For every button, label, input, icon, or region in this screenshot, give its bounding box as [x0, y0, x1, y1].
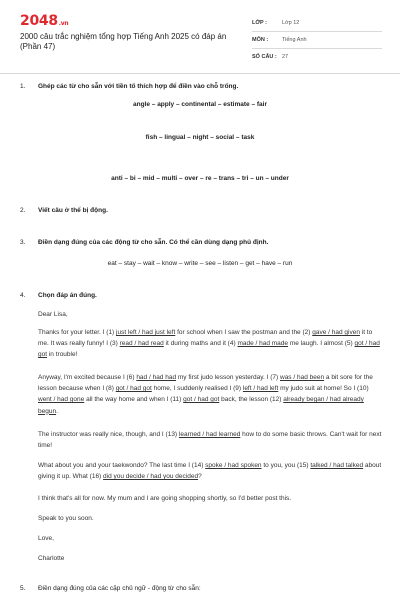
meta-label: SỐ CÂU :: [252, 54, 277, 60]
answer-option[interactable]: talked / had talked: [310, 462, 364, 469]
meta-table: [252, 15, 382, 65]
answer-option[interactable]: got / had got: [115, 385, 152, 393]
letter-paragraph-4: [38, 460, 383, 482]
question-text: Ghép các từ cho sẵn với tiền tố thích hợp để điền vào chỗ trống.: [38, 83, 239, 90]
word-bank-2: fish – lingual – night – social – task: [145, 134, 255, 141]
question-text: Điền dạng đúng của các cặp chủ ngữ - động từ cho sẵn:: [38, 585, 201, 592]
letter-text: it to me. It was really funny! I (3): [38, 329, 373, 348]
letter-text: my judo suit at home! So I (10): [278, 385, 369, 393]
logo-suffix: .vn: [58, 20, 69, 27]
letter-text: back, the lesson (12): [219, 396, 284, 404]
meta-value: Lớp 12: [282, 20, 300, 26]
question-number: 3.: [20, 239, 26, 246]
letter-sign-off: Love,: [38, 535, 54, 542]
word-bank-3: anti – bi – mid – multi – over – re – trans – tri – un – under: [111, 175, 289, 182]
answer-option[interactable]: just left / had just left: [116, 329, 176, 336]
letter-signature: Charlotte: [38, 555, 65, 562]
letter-text: a bit sore for the lesson because when I (8): [38, 374, 373, 393]
meta-label: LỚP :: [252, 20, 267, 26]
header-divider: [0, 73, 400, 74]
meta-row-subject: [252, 32, 382, 49]
question-number: 4.: [20, 292, 26, 299]
question-number: 1.: [20, 83, 26, 90]
verb-bank: eat – stay – wait – know – write – see – listen – get – have – run: [107, 260, 293, 267]
letter-text: Thanks for your letter. I (1): [38, 329, 117, 336]
letter-paragraph-3: [38, 429, 383, 451]
question-number: 5.: [20, 585, 26, 592]
site-logo[interactable]: [20, 13, 68, 29]
answer-option[interactable]: got / had got: [183, 396, 220, 404]
letter-paragraph-6: Speak to you soon.: [38, 515, 94, 522]
letter-text: to you, you (15): [261, 462, 311, 469]
answer-option[interactable]: left / had left: [242, 385, 279, 393]
letter-text: .: [56, 407, 58, 415]
answer-option[interactable]: did you decide / had you decided: [103, 473, 199, 481]
word-bank-1: angle – apply – continental – estimate – fair: [132, 101, 268, 108]
question-text: Chọn đáp án đúng.: [38, 292, 97, 299]
letter-text: about giving it up. What (16): [38, 462, 382, 481]
meta-row-count: [252, 49, 382, 65]
letter-text: home, I suddenly realised I (9): [151, 385, 243, 393]
header: [0, 0, 400, 66]
answer-option[interactable]: had / had had: [136, 374, 177, 381]
answer-option[interactable]: got / had got: [38, 340, 380, 359]
answer-option[interactable]: made / had made: [237, 340, 289, 348]
letter-text: it during maths and it (4): [163, 340, 238, 348]
letter-text: ?: [198, 473, 202, 481]
letter-text: Anyway, I'm excited because I (6): [38, 374, 137, 381]
answer-option[interactable]: read / had read: [119, 340, 164, 348]
question-number: 2.: [20, 207, 26, 214]
meta-row-class: [252, 15, 382, 32]
logo-main: 2048: [20, 13, 58, 29]
question-text: Viết câu ở thể bị động.: [38, 207, 108, 214]
letter-text: What about you and your taekwondo? The last time I (14): [38, 462, 206, 469]
letter-paragraph-1: [38, 327, 383, 361]
meta-value: Tiếng Anh: [282, 37, 307, 43]
letter-paragraph-2: [38, 372, 383, 417]
letter-text: me laugh. I almost (5): [288, 340, 355, 348]
meta-label: MÔN :: [252, 37, 269, 43]
answer-option[interactable]: was / had been: [280, 374, 325, 381]
letter-text: The instructor was really nice, though, and I (13): [38, 431, 179, 438]
answer-option[interactable]: learned / had learned: [178, 431, 241, 438]
answer-option[interactable]: went / had gone: [38, 396, 85, 404]
letter-text: for school when I saw the postman and the (2): [175, 329, 313, 336]
letter-text: how to do some basic throws. Can't wait for next time!: [38, 431, 382, 450]
letter-text: my first judo lesson yesterday. I (7): [176, 374, 280, 381]
letter-greeting: Dear Lisa,: [38, 311, 68, 318]
answer-option[interactable]: already began / had already begun: [38, 396, 364, 415]
question-text: Điền dạng đúng của các động từ cho sẵn. Có thể cần dùng dạng phủ định.: [38, 239, 269, 246]
letter-text: in trouble!: [47, 351, 78, 359]
letter-paragraph-5: I think that's all for now. My mum and I are going shopping shortly, so I'd better post this.: [38, 495, 292, 502]
meta-value: 27: [282, 54, 289, 60]
letter-text: all the way home and when I (11): [84, 396, 184, 404]
page-title: 2000 câu trắc nghiệm tổng hợp Tiếng Anh 2025 có đáp án (Phần 47): [20, 32, 227, 51]
answer-option[interactable]: spoke / had spoken: [205, 462, 262, 469]
answer-option[interactable]: gave / had given: [312, 329, 360, 336]
